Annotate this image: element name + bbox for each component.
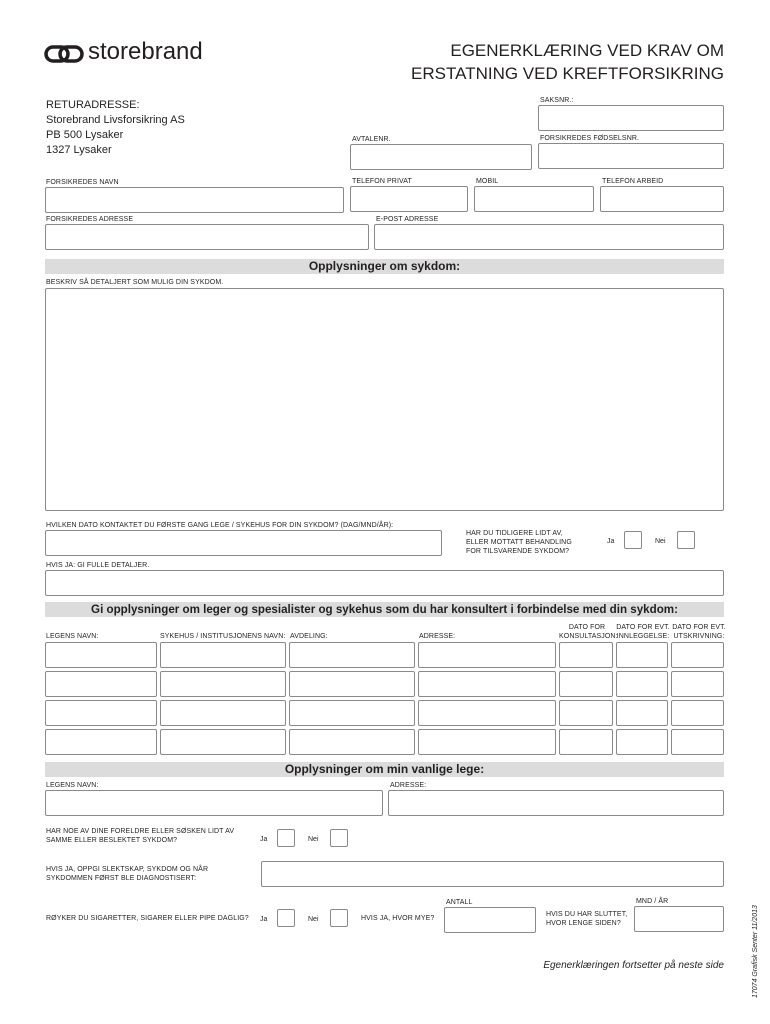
family-illness-label: HAR NOE AV DINE FORELDRE ELLER SØSKEN LIDT AV SAMME ELLER BESLEKTET SYKDOM? [46,828,235,844]
dato-konsultasjon-cell[interactable] [559,671,613,697]
adresse-label: FORSIKREDES ADRESSE [46,216,134,223]
table-row [0,671,770,698]
epost-label: E-POST ADRESSE [376,216,439,223]
mnd-ar-field[interactable] [634,906,724,932]
dato-konsultasjon-cell[interactable] [559,729,613,755]
dato-innleggelse-cell[interactable] [616,642,668,668]
smoke-yes-label: Ja [260,916,268,923]
col-legens-navn: LEGENS NAVN: [46,633,99,640]
previous-yes-label: Ja [607,538,615,545]
avdeling-cell[interactable] [289,642,415,668]
mobil-label: MOBIL [476,178,499,185]
dato-utskrivning-cell[interactable] [671,700,724,726]
form-title-line2: ERSTATNING VED KREFTFORSIKRING [411,64,724,83]
legens-navn-cell[interactable] [45,729,157,755]
adresse-cell[interactable] [418,700,556,726]
gp-adresse-label: ADRESSE: [390,782,427,789]
section-sykdom-header: Opplysninger om sykdom: [45,259,724,274]
family-no-label: Nei [308,836,319,843]
avdeling-cell[interactable] [289,729,415,755]
table-row [0,700,770,727]
previous-no-checkbox[interactable] [677,531,695,549]
describe-label: BESKRIV SÅ DETALJERT SOM MULIG DIN SYKDOM. [46,279,224,286]
legens-navn-cell[interactable] [45,642,157,668]
table-row [0,729,770,756]
describe-textarea[interactable] [45,288,724,511]
legens-navn-cell[interactable] [45,671,157,697]
sykehus-cell[interactable] [160,729,286,755]
storebrand-chain-logo-icon [44,45,84,63]
how-much-label: HVIS JA, HVOR MYE? [361,915,435,922]
navn-field[interactable] [45,187,344,213]
stopped-label: HVIS DU HAR SLUTTET, HVOR LENGE SIDEN? [546,911,628,927]
mobil-field[interactable] [474,186,594,212]
dato-utskrivning-cell[interactable] [671,642,724,668]
smoke-no-checkbox[interactable] [330,909,348,927]
previous-yes-checkbox[interactable] [624,531,642,549]
return-address-heading: RETURADRESSE: [46,99,140,111]
tlf-privat-label: TELEFON PRIVAT [352,178,412,185]
avtalenr-label: AVTALENR. [352,136,391,143]
dato-innleggelse-cell[interactable] [616,700,668,726]
if-yes-details-label: HVIS JA: GI FULLE DETALJER. [46,562,150,569]
gp-legens-navn-label: LEGENS NAVN: [46,782,99,789]
tlf-arbeid-field[interactable] [600,186,724,212]
saksnr-label: SAKSNR.: [540,97,574,104]
legens-navn-cell[interactable] [45,700,157,726]
avdeling-cell[interactable] [289,671,415,697]
form-title-line1: EGENERKLÆRING VED KRAV OM [450,41,724,60]
gp-adresse-field[interactable] [388,790,724,816]
col-avdeling: AVDELING: [290,633,328,640]
first-contact-label: HVILKEN DATO KONTAKTET DU FØRSTE GANG LEGE / SYKEHUS FOR DIN SYKDOM? (DAG/MND/ÅR): [46,522,394,529]
dato-konsultasjon-cell[interactable] [559,642,613,668]
adresse-cell[interactable] [418,642,556,668]
return-address-line3: 1327 Lysaker [46,144,112,156]
col-dato-innleggelse: DATO FOR EVT. INNLEGGELSE: [616,624,670,640]
dato-innleggelse-cell[interactable] [616,671,668,697]
col-dato-utskrivning: DATO FOR EVT. UTSKRIVNING: [672,624,726,640]
family-no-checkbox[interactable] [330,829,348,847]
adresse-field[interactable] [45,224,369,250]
brand-name: storebrand [88,38,203,65]
adresse-cell[interactable] [418,671,556,697]
saksnr-field[interactable] [538,105,724,131]
sykehus-cell[interactable] [160,700,286,726]
smoke-yes-checkbox[interactable] [277,909,295,927]
first-contact-field[interactable] [45,530,442,556]
antall-label: ANTALL [446,899,473,906]
col-dato-konsultasjon: DATO FOR KONSULTASJON: [559,624,618,640]
return-address-line1: Storebrand Livsforsikring AS [46,114,185,126]
sykehus-cell[interactable] [160,671,286,697]
previous-no-label: Nei [655,538,666,545]
dato-utskrivning-cell[interactable] [671,671,724,697]
epost-field[interactable] [374,224,724,250]
adresse-cell[interactable] [418,729,556,755]
dato-innleggelse-cell[interactable] [616,729,668,755]
family-yes-label: Ja [260,836,268,843]
family-yes-checkbox[interactable] [277,829,295,847]
mnd-ar-label: MND / ÅR [636,898,669,905]
family-detail-label: HVIS JA, OPPGI SLEKTSKAP, SYKDOM OG NÅR SYKDOMMEN FØRST BLE DIAGNOSTISERT: [46,866,209,882]
sykehus-cell[interactable] [160,642,286,668]
smoke-label: RØYKER DU SIGARETTER, SIGARER ELLER PIPE DAGLIG? [46,915,249,922]
dato-utskrivning-cell[interactable] [671,729,724,755]
smoke-no-label: Nei [308,916,319,923]
col-sykehus: SYKEHUS / INSTITUSJONENS NAVN: [160,633,286,640]
table-row [0,642,770,669]
avtalenr-field[interactable] [350,144,532,170]
navn-label: FORSIKREDES NAVN [46,179,119,186]
fodselsnr-label: FORSIKREDES FØDSELSNR. [540,135,640,142]
col-adresse: ADRESSE: [419,633,456,640]
family-detail-field[interactable] [261,861,724,887]
return-address-line2: PB 500 Lysaker [46,129,124,141]
antall-field[interactable] [444,907,536,933]
fodselsnr-field[interactable] [538,143,724,169]
dato-konsultasjon-cell[interactable] [559,700,613,726]
continues-note: Egenerklæringen fortsetter på neste side [543,960,724,971]
section-leger-header: Gi opplysninger om leger og spesialister og sykehus som du har konsultert i forbindelse med din sykdom: [45,602,724,617]
section-vanlig-lege-header: Opplysninger om min vanlige lege: [45,762,724,777]
tlf-privat-field[interactable] [350,186,468,212]
brand-logo [44,40,244,68]
tlf-arbeid-label: TELEFON ARBEID [602,178,664,185]
avdeling-cell[interactable] [289,700,415,726]
side-code: 17074 Grafisk Senter 11/2013 [752,905,759,998]
previous-illness-label: HAR DU TIDLIGERE LIDT AV, ELLER MOTTATT BEHANDLING FOR TILSVARENDE SYKDOM? [466,530,572,555]
if-yes-details-field[interactable] [45,570,724,596]
gp-legens-navn-field[interactable] [45,790,383,816]
